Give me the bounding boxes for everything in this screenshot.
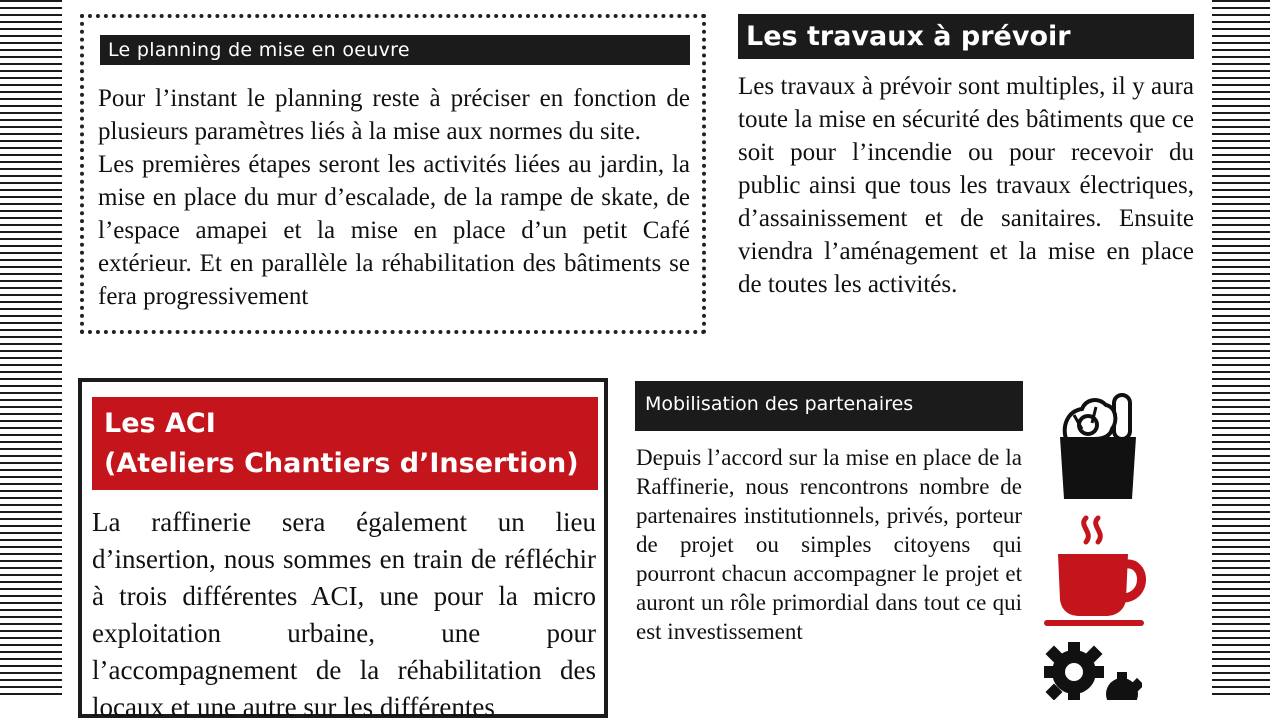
travaux-body — [738, 70, 1194, 301]
aci-title-line-1: Les ACI — [104, 408, 216, 439]
left-stripe-border — [0, 0, 62, 700]
planning-box — [80, 14, 706, 334]
right-stripe-border — [1212, 0, 1270, 700]
planning-body — [98, 82, 690, 313]
aci-box — [78, 378, 608, 722]
aci-paragraph: La raffinerie sera également un lieu d’insertion, nous sommes en train de réfléchir à trois différentes ACI, une pour la micro exploitation urbaine, une pour l’accompagnement de la réhabilitation des locaux et une autre sur les différentes — [92, 507, 596, 722]
aci-title — [92, 397, 598, 490]
travaux-title: Les travaux à prévoir — [738, 14, 1194, 59]
aci-title-line-2: (Ateliers Chantiers d’Insertion) — [104, 448, 579, 479]
mobilisation-paragraph: Depuis l’accord sur la mise en place de la Raffinerie, nous rencontrons nombre de partenaires institutionnels, privés, porteur de projet ou simples citoyens qui pourront chacun accompagner le projet et auront un rôle primordial dans tout ce qui est investissement — [636, 445, 1022, 644]
gears-icon — [1042, 638, 1142, 700]
coffee-cup-icon — [1040, 512, 1152, 628]
planning-paragraph-2: Les premières étapes seront les activités liées au jardin, la mise en place du mur d’escalade, de la rampe de skate, de l’espace amapei et la mise en place d’un petit Café extérieur. Et en parallèle la réhabilitation des bâtiments se fera progressivement — [98, 151, 690, 310]
mobilisation-body — [636, 443, 1022, 646]
mobilisation-title: Mobilisation des partenaires — [635, 381, 1023, 431]
planning-title: Le planning de mise en oeuvre — [100, 35, 690, 65]
planning-paragraph-1: Pour l’instant le planning reste à préciser en fonction de plusieurs paramètres liés à la mise aux normes du site. — [98, 85, 690, 145]
aci-body — [92, 504, 596, 726]
grocery-bag-icon — [1052, 385, 1144, 503]
travaux-paragraph: Les travaux à prévoir sont multiples, il y aura toute la mise en sécurité des bâtiments que ce soit pour l’incendie ou pour recevoir du public ainsi que tous les travaux électriques, d’assainissement et de sanitaires. Ensuite viendra l’aménagement et la mise en place de toutes les activités. — [738, 73, 1194, 298]
